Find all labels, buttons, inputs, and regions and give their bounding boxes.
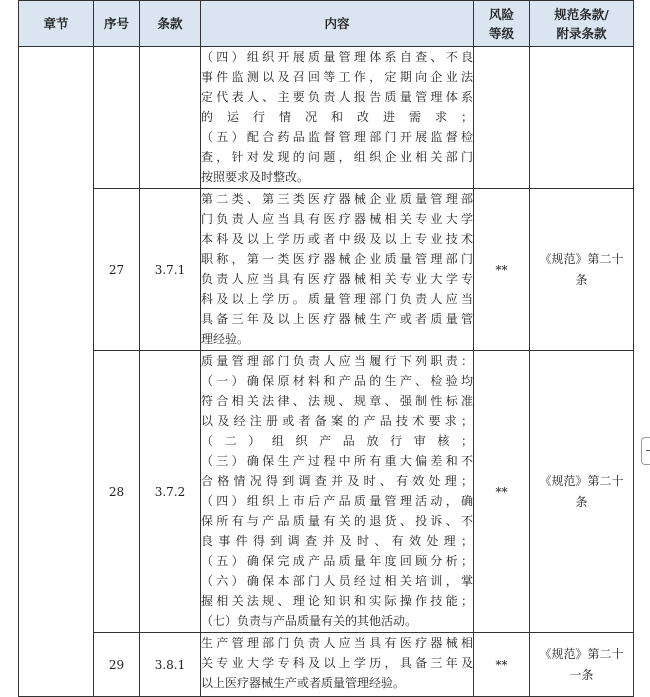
reference-cell: [530, 633, 634, 697]
clause-cell: [140, 47, 201, 189]
content-line: 负责人应当具有医疗器械相关专业大学专: [201, 272, 473, 286]
minus-icon: [646, 450, 650, 451]
content-line: 查，针对发现的问题，组织企业相关部门: [201, 150, 473, 164]
content-line: 科及以上学历。质量管理部门负责人应当: [201, 292, 473, 306]
content-line: （五）配合药品监督管理部门开展监督检: [201, 130, 473, 144]
risk-cell: [474, 47, 530, 189]
chapter-cell: [19, 47, 94, 697]
content-cell: [201, 189, 474, 351]
regulation-table: [18, 0, 634, 697]
content-line: 合格情况得到调查并及时、有效处理；: [201, 474, 473, 488]
reference-line: 《规范》第二十: [539, 473, 624, 488]
content-line: 按照要求及时整改。: [201, 170, 310, 184]
content-line: （七）负责与产品质量有关的其他活动。: [201, 614, 418, 628]
content-line: （五）确保完成产品质量年度回顾分析；: [201, 554, 473, 568]
content-line: 以上医疗器械生产或者质量管理经验。: [201, 676, 406, 690]
content-cell: [201, 47, 474, 189]
reference-line: 条: [575, 272, 588, 287]
header-row: [19, 1, 634, 47]
reference-cell: [530, 189, 634, 351]
reference-line: 一条: [569, 667, 594, 682]
content-line: 门负责人应当具有医疗器械相关专业大学: [201, 212, 473, 226]
content-line: （六）确保本部门人员经过相关培训，掌: [201, 574, 473, 588]
content-line: 良事件得到调查并及时、有效处理；: [201, 534, 473, 548]
header-chapter: 章节: [19, 1, 94, 47]
content-line: 关专业大学专科及以上学历，具备三年及: [201, 656, 473, 670]
content-line: （一）确保原材料和产品的生产、检验均: [201, 374, 473, 388]
header-reference: [530, 1, 634, 47]
table-row: [19, 47, 634, 189]
reference-cell: [530, 47, 634, 189]
header-ref-line-2: 附录条款: [556, 25, 607, 41]
seq-cell: 28: [94, 351, 140, 633]
header-content: 内容: [201, 1, 474, 47]
content-line: 保所有与产品质量有关的退货、投诉、不: [201, 514, 473, 528]
clause-cell: 3.8.1: [140, 633, 201, 697]
risk-cell: **: [474, 633, 530, 697]
seq-cell: [94, 47, 140, 189]
header-risk-line-2: 等级: [488, 25, 514, 41]
reference-line: 《规范》第二十: [539, 646, 624, 661]
content-line: 定代表人、主要负责人报告质量管理体系: [201, 90, 473, 104]
risk-cell: **: [474, 351, 530, 633]
content-line: 握相关法规、理论知识和实际操作技能；: [201, 594, 473, 608]
content-line: （四）组织上市后产品质量管理活动，确: [201, 494, 473, 508]
header-ref-line-1: 规范条款/: [554, 6, 609, 22]
content-line: 符合相关法律、法规、规章、强制性标准: [201, 394, 473, 408]
seq-cell: 29: [94, 633, 140, 697]
header-seq: 序号: [94, 1, 140, 47]
reference-cell: [530, 351, 634, 633]
header-risk-line-1: 风险: [488, 6, 514, 22]
risk-cell: **: [474, 189, 530, 351]
content-line: 理经验。: [201, 332, 250, 346]
content-cell: [201, 633, 474, 697]
clause-cell: 3.7.1: [140, 189, 201, 351]
table-row: [19, 633, 634, 697]
content-line: 第二类、第三类医疗器械企业质量管理部: [201, 192, 473, 206]
reference-line: 《规范》第二十: [539, 251, 624, 266]
content-line: （二）组织产品放行审核；: [201, 434, 473, 448]
content-line: 事件监测以及召回等工作，定期向企业法: [201, 70, 473, 84]
content-cell: [201, 351, 474, 633]
content-line: （四）组织开展质量管理体系自查、不良: [201, 50, 473, 64]
header-clause: 条款: [140, 1, 201, 47]
table-row: [19, 189, 634, 351]
content-line: 本科及以上学历或者中级及以上专业技术: [201, 232, 473, 246]
content-line: 具备三年及以上医疗器械生产或者质量管: [201, 312, 473, 326]
content-line: （三）确保生产过程中所有重大偏差和不: [201, 454, 473, 468]
seq-cell: 27: [94, 189, 140, 351]
content-line: 职称，第一类医疗器械企业质量管理部门: [201, 252, 473, 266]
table-row: [19, 351, 634, 633]
collapse-toggle[interactable]: [641, 437, 650, 465]
content-line: 以及经注册或者备案的产品技术要求；: [201, 414, 473, 428]
reference-line: 条: [575, 494, 588, 509]
content-line: 的运行情况和改进需求；: [201, 110, 473, 124]
header-risk-level: [474, 1, 530, 47]
content-line: 质量管理部门负责人应当履行下列职责：: [201, 354, 473, 368]
clause-cell: 3.7.2: [140, 351, 201, 633]
content-line: 生产管理部门负责人应当具有医疗器械相: [201, 636, 473, 650]
